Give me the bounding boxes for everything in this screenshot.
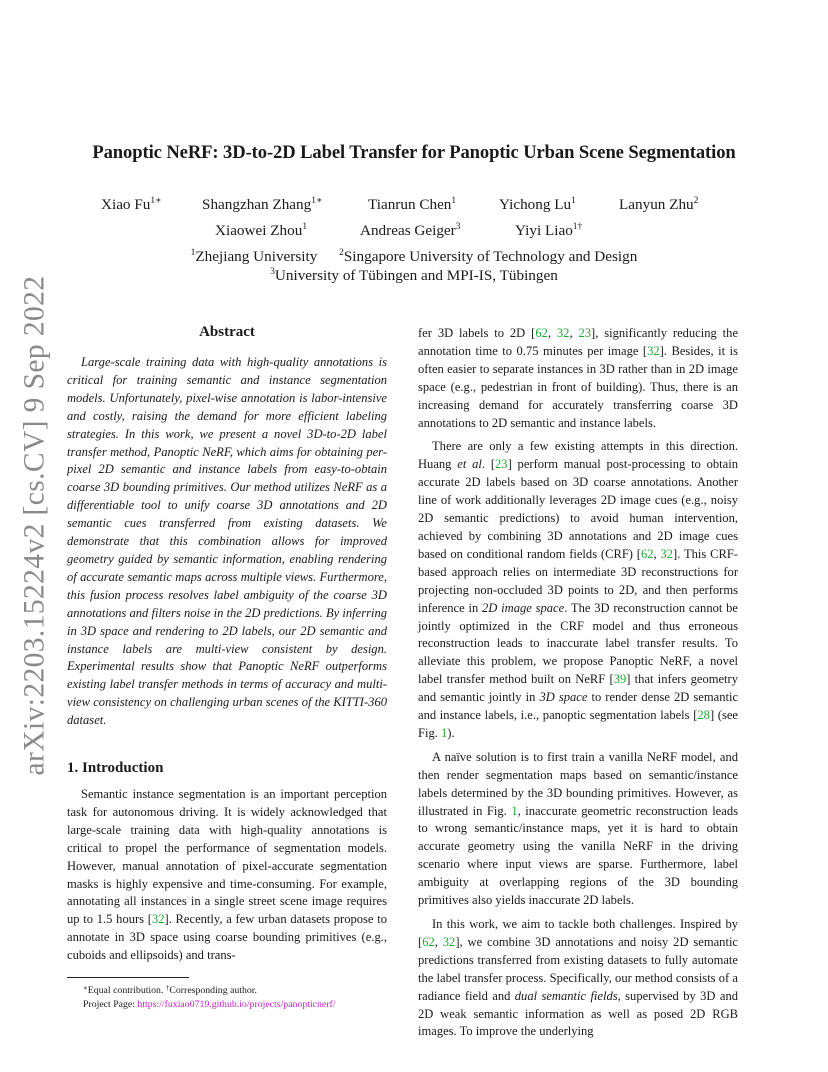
citation-link[interactable]: 32 bbox=[151, 912, 165, 927]
abstract-text: Large-scale training data with high-quality annotations is critical for training semantic and instance segmentation models. Unfortunately, pixel-wise annotation is labor-intensive and costly, raising the demand for more efficient labeling strategies. In this work, we present a novel 3D-to-2D label transfer method, Panoptic NeRF, which aims for obtaining per-pixel 2D semantic and instance labels from easy-to-obtain coarse 3D bounding primitives. Our method utilizes NeRF as a differentiable tool to unify coarse 3D annotations and 2D semantic cues transferred from existing datasets. We demonstrate that this combination allows for improved geometry guided by semantic information, enabling rendering of accurate semantic maps across multiple views. Furthermore, this fusion process resolves label ambiguity of the coarse 3D annotations and filters noise in the 2D predictions. By inferring in 3D space and rendering to 2D labels, our 2D semantic and instance labels are multi-view consistent by design. Experimental results show that Panoptic NeRF outperforms existing label transfer methods in terms of accuracy and multi-view consistency on challenging urban scenes of the KITTI-360 dataset. bbox=[67, 355, 387, 728]
project-page-link[interactable]: https://fuxiao0719.github.io/projects/panopticnerf/ bbox=[137, 999, 336, 1011]
citation-link[interactable]: 62 bbox=[422, 934, 435, 949]
affiliation: $^2$Singapore University of Technology and Design bbox=[339, 248, 638, 265]
citation-link[interactable]: 32 bbox=[647, 343, 660, 358]
citation-link[interactable]: 32 bbox=[442, 934, 456, 949]
author: Shangzhan Zhang$^{1∗}$ bbox=[202, 196, 323, 213]
paragraph: There are only a few existing attempts in this direction. Huang et al. [23] perform manual post-processing to obtain accurate 2D labels based on 3D coarse annotations. Another line of work additionally leverages 2D image cues (e.g., noisy 2D semantic predictions) to avoid human intervention, achieved by combining 3D annotations and 2D image cues based on conditional random fields (CRF) [62, 32]. This CRF-based approach relies on intermediate 3D reconstructions for projecting non-occluded 3D points to 2D, and then performs inference in 2D image space. The 3D reconstruction cannot be jointly optimized in the CRF model and thus erroneous reconstruction leads to inaccurate label transfer results. To alleviate this problem, we propose Panoptic NeRF, a novel label transfer method built on NeRF [39] that infers geometry and semantic jointly in 3D space to render dense 2D semantic and instance labels, i.e., panoptic segmentation labels [28] (see Fig. 1). bbox=[418, 439, 739, 740]
citation-link[interactable]: 23 bbox=[495, 457, 508, 472]
citation-link[interactable]: 32 bbox=[556, 326, 570, 340]
arxiv-stamp bbox=[18, 275, 51, 775]
author: Tianrun Chen$^1$ bbox=[368, 196, 457, 213]
author: Andreas Geiger$^3$ bbox=[360, 222, 461, 239]
author: Yichong Lu$^1$ bbox=[499, 196, 576, 213]
paper-title: Panoptic NeRF: 3D-to-2D Label Transfer for Panoptic Urban Scene Segmentation bbox=[92, 142, 736, 163]
affiliation: $^1$Zhejiang University bbox=[190, 248, 318, 265]
abstract-heading: Abstract bbox=[199, 324, 255, 340]
citation-link[interactable]: 23 bbox=[578, 326, 592, 340]
project-page-note: Project Page: https://fuxiao0719.github.io/projects/panopticnerf/ bbox=[83, 999, 336, 1011]
left-column bbox=[67, 322, 387, 1012]
citation-link[interactable]: 32 bbox=[660, 546, 674, 561]
footnote-rule bbox=[67, 977, 189, 978]
paragraph: Semantic instance segmentation is an important perception task for autonomous driving. It is widely acknowledged that large-scale training data with high-quality annotations is critical to propel the performance of segmentation models. However, manual annotation of pixel-accurate segmentation masks is highly expensive and time-consuming. For example, annotating all instances in a single street scene image requires up to 1.5 hours [32]. Recently, a few urban datasets propose to annotate in 3D space using coarse bounding primitives (e.g., cuboids and ellipsoids) and trans- bbox=[67, 787, 387, 963]
author: Xiao $Fu^{1∗}$ bbox=[101, 196, 162, 213]
footnote: ∗Equal contribution. †Corresponding author. bbox=[83, 984, 257, 997]
author: Xiaowei Zhou$^1$ bbox=[215, 222, 308, 239]
author: Yiyi Liao$^{1\dagger}$ bbox=[515, 222, 583, 239]
arxiv-id: arXiv:2203.15224v2 [cs.CV] 9 Sep 2022 bbox=[18, 275, 51, 775]
author: Lanyun Zhu$^2$ bbox=[619, 196, 699, 213]
affiliations-line bbox=[0, 248, 828, 266]
paragraph: fer 3D labels to 2D [62, 32, 23], significantly reducing the annotation time to 0.75 minutes per image [32]. Besides, it is often easier to separate instances in 3D rather than in 2D image space (e.g., pedestrian in front of building). Thus, there is an increasing demand for accurately transferring coarse 3D annotations to 2D semantic and instance labels. bbox=[418, 326, 739, 430]
paragraph: A naïve solution is to first train a vanilla NeRF model, and then render segmentation maps based on semantic/instance labels determined by the 3D bounding primitives. However, as illustrated in Fig. 1, inaccurate geometric reconstruction leads to wrong semantic/instance maps, yet it is hard to obtain accurate geometry using the vanilla NeRF in the driving scenario where input views are sparse. Furthermore, label ambiguity at overlapping regions of the 3D bounding primitives also yields inaccurate 2D labels. bbox=[418, 749, 738, 908]
affiliation: $^3$University of Tübingen and MPI-IS, Tübingen bbox=[270, 267, 558, 284]
section-heading: 1. Introduction bbox=[67, 760, 164, 777]
right-column bbox=[418, 325, 738, 1041]
citation-link[interactable]: 62 bbox=[535, 326, 548, 340]
figure-link[interactable]: 1 bbox=[441, 725, 448, 740]
citation-link[interactable]: 39 bbox=[613, 672, 627, 687]
affiliations-line bbox=[0, 267, 828, 285]
figure-link[interactable]: 1 bbox=[511, 803, 518, 818]
paragraph: In this work, we aim to tackle both challenges. Inspired by [62, 32], we combine 3D annotations and noisy 2D semantic predictions transferred from existing datasets to fully automate the label transfer process. Specifically, our method consists of a radiance field and dual semantic fields, supervised by 3D and 2D weak semantic information as well as posed 2D RGB images. To improve the underlying bbox=[418, 917, 738, 1039]
citation-link[interactable]: 28 bbox=[697, 708, 710, 723]
citation-link[interactable]: 62 bbox=[640, 546, 654, 561]
